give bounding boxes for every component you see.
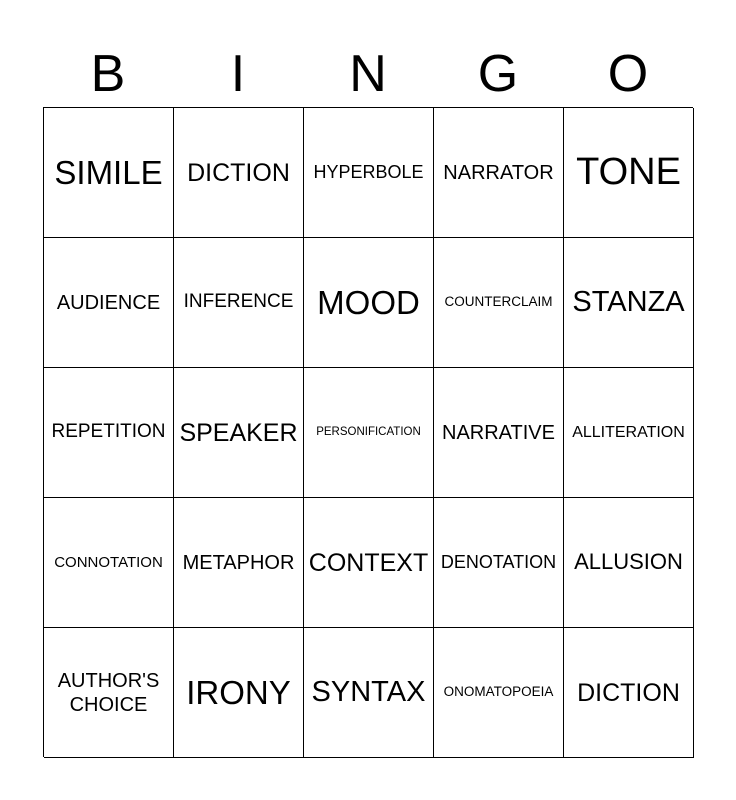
bingo-cell[interactable] <box>304 498 434 628</box>
cell-label: CONNOTATION <box>54 553 163 571</box>
cell-label: STANZA <box>572 286 685 319</box>
bingo-cell[interactable] <box>44 238 174 368</box>
bingo-cell[interactable] <box>44 628 174 758</box>
cell-label: DICTION <box>577 678 680 707</box>
cell-label: ONOMATOPOEIA <box>443 684 554 700</box>
bingo-cell[interactable] <box>434 238 564 368</box>
cell-label: ALLITERATION <box>572 423 685 441</box>
bingo-cell[interactable] <box>44 368 174 498</box>
bingo-cell[interactable] <box>44 108 174 238</box>
cell-label: MOOD <box>317 283 420 321</box>
cell-label: SPEAKER <box>179 418 298 447</box>
header-letter-n: N <box>349 45 387 103</box>
cell-label: SIMILE <box>54 153 163 191</box>
bingo-cell[interactable] <box>564 108 694 238</box>
bingo-cell[interactable] <box>434 368 564 498</box>
bingo-cell[interactable] <box>304 108 434 238</box>
cell-label: ALLUSION <box>574 549 683 575</box>
bingo-cell[interactable] <box>304 628 434 758</box>
cell-label: METAPHOR <box>182 551 295 574</box>
cell-label: AUDIENCE <box>56 291 161 314</box>
cell-label: DENOTATION <box>440 551 557 572</box>
cell-label: DICTION <box>187 158 290 187</box>
cell-label: CONTEXT <box>308 548 429 577</box>
bingo-cell[interactable] <box>564 498 694 628</box>
bingo-cell[interactable] <box>434 628 564 758</box>
bingo-cell[interactable] <box>174 368 304 498</box>
bingo-cell[interactable] <box>564 238 694 368</box>
cell-label: SYNTAX <box>311 676 426 709</box>
bingo-cell[interactable] <box>564 628 694 758</box>
header-letter-o: O <box>607 45 649 103</box>
header-letter-g: G <box>477 45 519 103</box>
cell-label: INFERENCE <box>183 291 294 313</box>
header-letter-i: I <box>230 45 246 103</box>
cell-label: PERSONIFICATION <box>316 425 421 438</box>
header-letter-b: B <box>90 45 126 103</box>
bingo-board <box>43 107 693 757</box>
bingo-cell[interactable] <box>174 108 304 238</box>
bingo-cell[interactable] <box>174 498 304 628</box>
cell-label: HYPERBOLE <box>313 161 424 182</box>
bingo-header <box>43 44 693 104</box>
bingo-cell[interactable] <box>44 498 174 628</box>
bingo-cell[interactable] <box>564 368 694 498</box>
bingo-cell[interactable] <box>304 368 434 498</box>
cell-label: AUTHOR'S CHOICE <box>57 669 160 716</box>
cell-label: NARRATOR <box>443 161 554 184</box>
bingo-cell[interactable] <box>434 498 564 628</box>
cell-label: COUNTERCLAIM <box>444 294 553 310</box>
cell-label: TONE <box>576 150 681 193</box>
bingo-cell[interactable] <box>174 238 304 368</box>
cell-label: NARRATIVE <box>442 421 555 444</box>
bingo-cell[interactable] <box>434 108 564 238</box>
cell-label: REPETITION <box>51 421 166 443</box>
bingo-cell[interactable] <box>174 628 304 758</box>
cell-label: IRONY <box>186 673 291 711</box>
bingo-cell[interactable] <box>304 238 434 368</box>
